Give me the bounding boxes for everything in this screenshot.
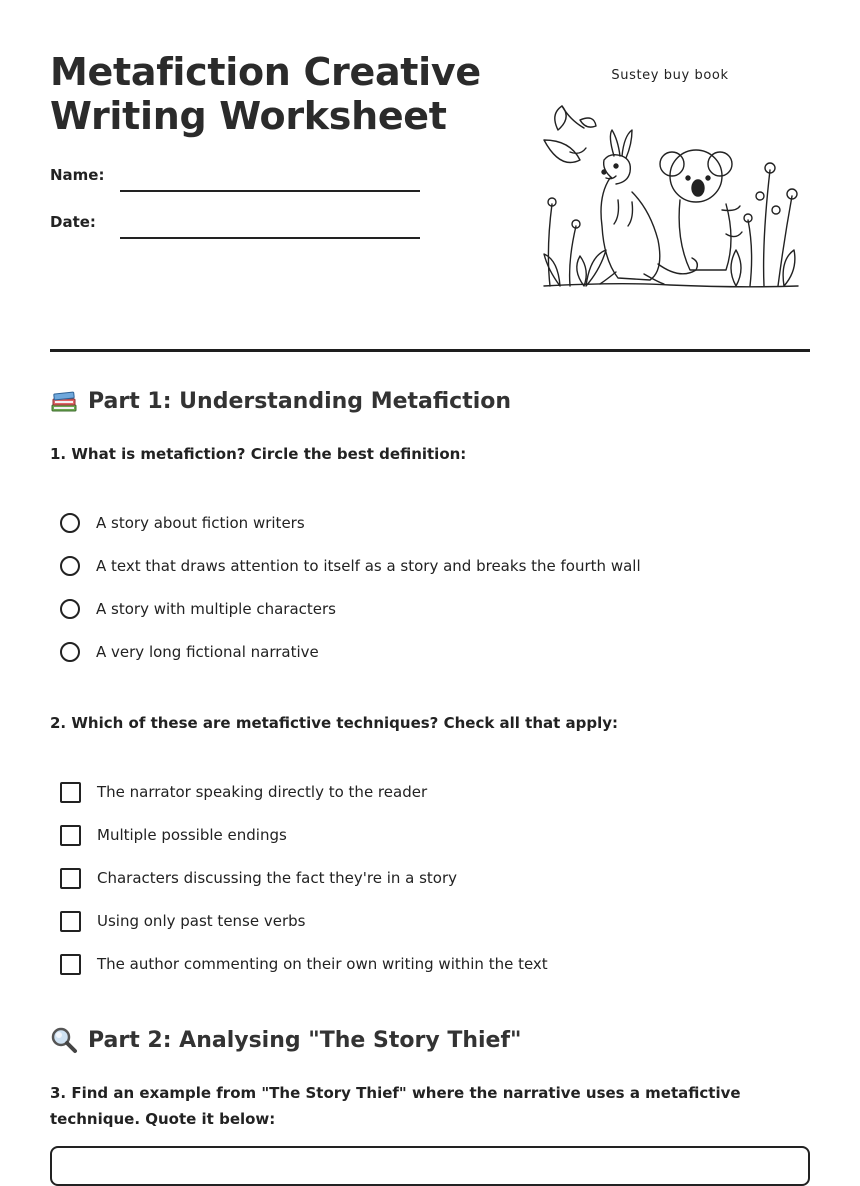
books-icon: [50, 387, 78, 415]
radio-circle[interactable]: [60, 642, 80, 662]
option-label: The narrator speaking directly to the reader: [97, 783, 428, 801]
option-label: A text that draws attention to itself as a story and breaks the fourth wall: [96, 557, 641, 575]
q1-option[interactable]: [60, 596, 336, 622]
option-label: A very long fictional narrative: [96, 643, 319, 661]
q2-option[interactable]: [60, 951, 548, 977]
date-field: [50, 213, 420, 243]
checkbox[interactable]: [60, 825, 81, 846]
magnifying-glass-icon: [50, 1026, 78, 1054]
q2-option[interactable]: [60, 822, 287, 848]
option-label: Multiple possible endings: [97, 826, 287, 844]
part1-heading-text: Part 1: Understanding Metafiction: [88, 388, 512, 414]
q2-option[interactable]: [60, 865, 457, 891]
option-label: The author commenting on their own writing within the text: [97, 955, 548, 973]
brand-name: Sustey buy book: [611, 68, 729, 83]
kangaroo-koala-illustration: [540, 100, 802, 292]
q1-option[interactable]: [60, 510, 305, 536]
name-line[interactable]: [120, 190, 420, 192]
option-label: A story about fiction writers: [96, 514, 305, 532]
radio-circle[interactable]: [60, 556, 80, 576]
question-3: 3. Find an example from "The Story Thief" where the narrative uses a metafictive technique. Quote it below:: [50, 1084, 741, 1128]
checkbox[interactable]: [60, 911, 81, 932]
radio-circle[interactable]: [60, 513, 80, 533]
worksheet-title: Metafiction Creative Writing Worksheet: [50, 50, 481, 138]
q1-option[interactable]: [60, 639, 319, 665]
question-1: 1. What is metafiction? Circle the best definition:: [50, 445, 467, 463]
name-label: Name:: [50, 166, 105, 184]
question-2: 2. Which of these are metafictive techniques? Check all that apply:: [50, 714, 619, 732]
radio-circle[interactable]: [60, 599, 80, 619]
option-label: A story with multiple characters: [96, 600, 336, 618]
q2-option[interactable]: [60, 908, 305, 934]
q3-answer-box[interactable]: [50, 1146, 810, 1186]
checkbox[interactable]: [60, 868, 81, 889]
checkbox[interactable]: [60, 954, 81, 975]
checkbox[interactable]: [60, 782, 81, 803]
q1-option[interactable]: [60, 553, 641, 579]
date-line[interactable]: [120, 237, 420, 239]
part2-heading-text: Part 2: Analysing "The Story Thief": [88, 1027, 522, 1053]
option-label: Characters discussing the fact they're in a story: [97, 869, 458, 887]
part1-heading: [50, 387, 511, 415]
q2-option[interactable]: [60, 779, 427, 805]
name-field: [50, 166, 420, 196]
part2-heading: [50, 1026, 522, 1054]
date-label: Date:: [50, 213, 96, 231]
header-divider: [50, 349, 810, 352]
option-label: Using only past tense verbs: [97, 912, 306, 930]
